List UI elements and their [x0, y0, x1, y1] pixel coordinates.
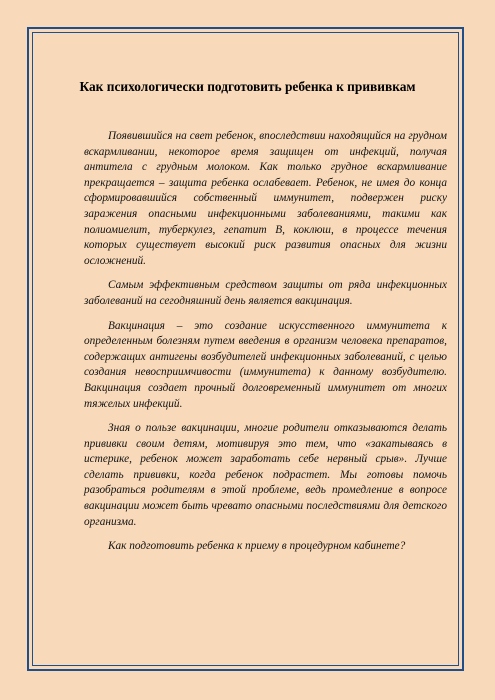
paragraph-question: Как подготовить ребенка к приему в процедурном кабинете? — [108, 540, 406, 553]
document-body — [84, 129, 447, 555]
document-title: Как психологически подготовить ребенка к прививкам — [79, 79, 416, 94]
paragraph-parents-refusal: Зная о пользе вакцинации, многие родители отказываются делать прививки своим детям, мотивируя это тем, что «закатываясь в истерике, ребенок может заработать себе нервный срыв». Лучше сделать прививки, когда ребенок подрастет. Мы готовы помочь разобраться родителям в этой проблеме, ведь промедление в вопросе вакцинации может быть чревато опасными последствиями для детского организма. — [84, 422, 447, 528]
paragraph-intro: Появившийся на свет ребенок, впоследствии находящийся на грудном вскармливании, некоторое время защищен от инфекций, получая антитела с грудным молоком. Как только грудное вскармливание прекращается – защита ребенка ослабевает. Ребенок, не имея до конца сформировавшийся собственный иммунитет, подвержен риску заражения опасными инфекционными заболеваниями, такими как полиомиелит, туберкулез, гепатит В, коклюш, в процессе течения которых существует высокий риск развития опасных для жизни осложнений. — [84, 130, 447, 267]
paragraph-vaccination-effective: Самым эффективным средством защиты от ряда инфекционных заболеваний на сегодняшний день является вакцинация. — [84, 279, 447, 307]
paragraph-vaccination-definition: Вакцинация – это создание искусственного иммунитета к определенным болезням путем введения в организм человека препаратов, содержащих антигены возбудителей инфекционных заболеваний, с целью создания невосприимчивости (иммунитета) к данному возбудителю. Вакцинация создает прочный долговременный иммунитет от многих тяжелых инфекций. — [84, 319, 447, 410]
